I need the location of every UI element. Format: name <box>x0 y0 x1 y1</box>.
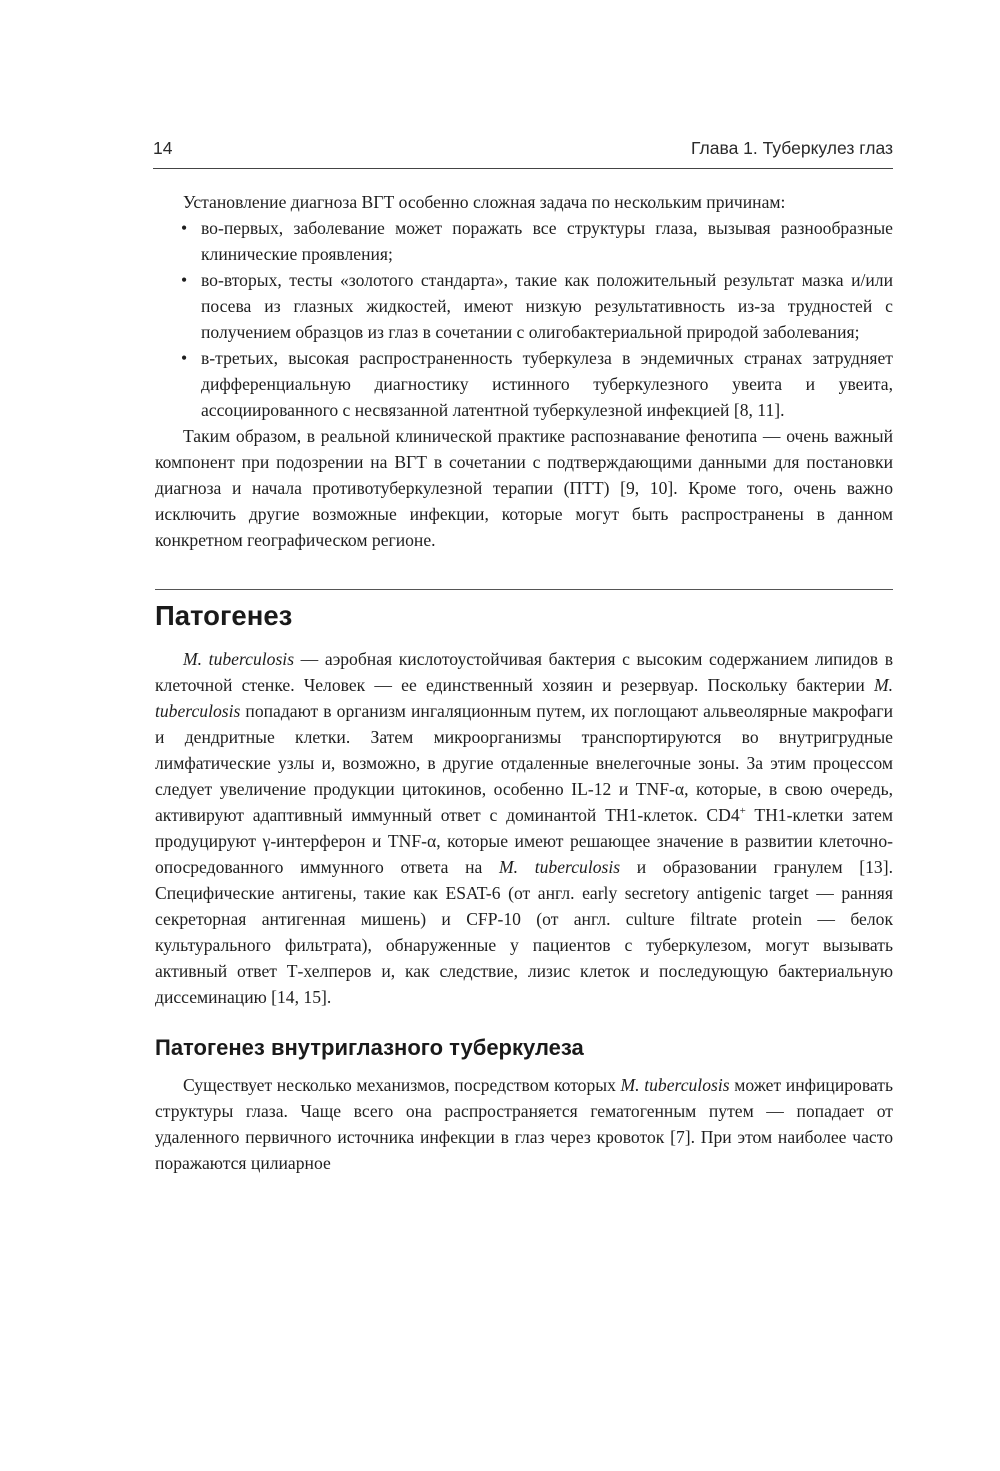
intro-lead: Установление диагноза ВГТ особенно сложная задача по нескольким причинам: <box>183 192 786 212</box>
superscript: + <box>739 805 746 818</box>
list-item: • в-третьих, высокая распространенность туберкулеза в эндемичных странах затрудняет дифференциальную диагностику истинного туберкулезного увеита и увеита, ассоциированного с несвязанной латентной туберкулезной инфекцией [8, 11]. <box>201 345 893 423</box>
species-name: M. tuberculosis <box>183 649 295 669</box>
subsection-heading-intraocular: Патогенез внутриглазного туберкулеза <box>155 1035 584 1060</box>
running-header <box>153 138 893 169</box>
intro-conclusion: Таким образом, в реальной клинической практике распознавание фенотипа — очень важный компонент при подозрении на ВГТ в сочетании с подтверждающими данными для постановки диагноза и начала противотуберкулезной терапии (ПТТ) [9, 10]. Кроме того, очень важно исключить другие возможные инфекции, которые могут быть распространены в данном конкретном географическом регионе. <box>155 426 893 550</box>
text-run: попадают в организм ингаляционным путем, их поглощают альвеолярные макрофаги и дендритные клетки. Затем микроорганизмы транспортируются во внутригрудные лимфатические узлы и, возможно, в другие отдаленные внелегочные зоны. За этим процессом следует увеличение продукции цитокинов, особенно IL-12 и TNF-α, которые, в свою очередь, активируют адаптивный иммунный ответ с доминантой TH1-клеток. CD4 <box>155 701 893 825</box>
section-divider <box>155 589 893 590</box>
list-item: • во-вторых, тесты «золотого стандарта», такие как положительный результат мазка и/или посева из глазных жидкостей, имеют низкую результативность из-за трудностей с получением образцов из глаз в сочетании с олигобактериальной природой заболевания; <box>201 267 893 345</box>
intraocular-paragraph <box>155 1072 893 1176</box>
text-run: и образовании гранулем [13]. Специфические антигены, такие как ESAT-6 (от англ. early secretory antigenic target — ранняя секреторная антигенная мишень) и CFP-10 (от англ. culture filtrate protein — белок культурального фильтрата), обнаруженные у пациентов с туберкулезом, могут вызывать активный ответ Т-хелперов и, как следствие, лизис клеток и последующую бактериальную диссеминацию [14, 15]. <box>155 857 893 1007</box>
text-run: — аэробная кислотоустойчивая бактерия с высоким содержанием липидов в клеточной стенке. Человек — ее единственный хозяин и резервуар. Поскольку бактерии <box>155 649 894 695</box>
text-run: TH1-клетки затем продуцируют γ-интерферон и TNF-α, которые имеют решающее значение в развитии клеточно-опосредованного иммунного ответа на <box>155 805 893 877</box>
species-name: M. tuberculosis <box>155 675 893 721</box>
species-name: M. tuberculosis <box>499 857 621 877</box>
body-text <box>155 189 893 1176</box>
section-heading-pathogenesis: Патогенез <box>155 600 293 631</box>
list-item: • во-первых, заболевание может поражать все структуры глаза, вызывая разнообразные клинические проявления; <box>201 215 893 267</box>
pathogenesis-paragraph <box>155 646 893 1010</box>
text-run: может инфицировать структуры глаза. Чаще всего она распространяется гематогенным путем — попадает от удаленного первичного источника инфекции в глаз через кровоток [7]. При этом наиболее часто поражаются цилиарное <box>155 1075 893 1173</box>
page-number: 14 <box>153 138 173 158</box>
chapter-title: Глава 1. Туберкулез глаз <box>691 138 893 158</box>
species-name: M. tuberculosis <box>620 1075 730 1095</box>
text-run: Существует несколько механизмов, посредством которых <box>183 1075 621 1095</box>
reasons-list <box>155 215 893 423</box>
